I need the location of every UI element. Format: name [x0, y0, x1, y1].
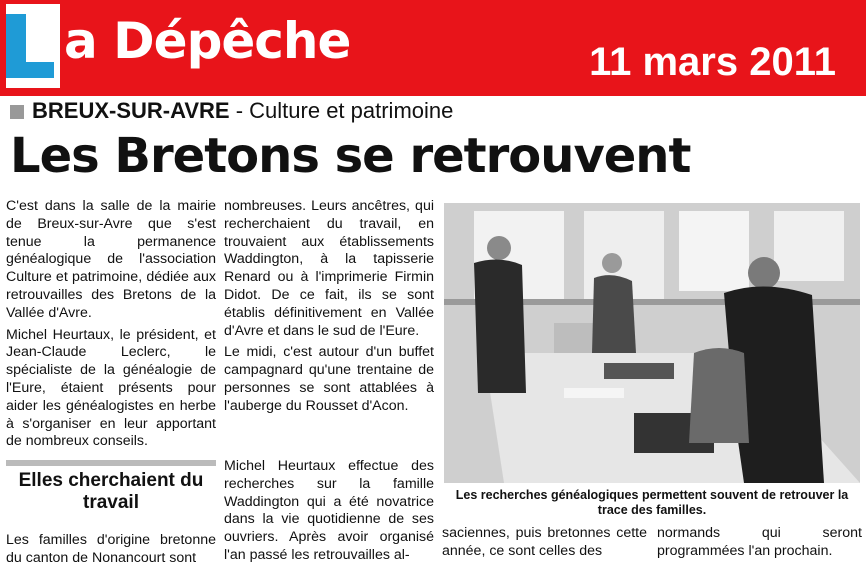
column-1 [6, 198, 216, 455]
paragraph-2: Michel Heurtaux, le président, et Jean-Claude Leclerc, le spécialiste de la généalogie de l'Eure, étaient présents pour aider les généalogistes en herbe à s'organiser en leur apportant de nombreux conseils. [6, 326, 216, 450]
kicker-square-icon [10, 105, 24, 119]
publication-date: 11 mars 2011 [589, 40, 836, 84]
column-4 [657, 525, 862, 565]
paragraph-7: saciennes, puis bretonnes cette année, ce sont celles des [442, 525, 647, 559]
photo-illustration [444, 203, 860, 483]
kicker-section: - Culture et patrimoine [229, 98, 454, 123]
article-kicker [10, 98, 453, 124]
photo-caption: Les recherches généalogiques permettent souvent de retrouver la trace des familles. [455, 488, 849, 517]
column-3 [442, 525, 647, 565]
article-subhead: Elles cherchaient du travail [6, 460, 216, 514]
article-headline: Les Bretons se retrouvent [10, 128, 691, 184]
paragraph-3: Les familles d'origine bretonne du canton de Nonancourt sont [6, 532, 216, 566]
column-1-bottom [6, 532, 216, 572]
column-2 [224, 198, 434, 420]
newspaper-name: a Dépêche [64, 12, 351, 70]
logo-mark [6, 4, 60, 88]
kicker-town: BREUX-SUR-AVRE [32, 98, 230, 123]
column-2-bottom [224, 458, 434, 569]
paragraph-6: Michel Heurtaux effectue des recherches sur la famille Waddington qui a été novatrice dans la vie quotidienne de ses ouvriers. Après avoir organisé l'an passé les retrouvailles al- [224, 458, 434, 563]
paragraph-1: C'est dans la salle de la mairie de Breux-sur-Avre que s'est tenue la permanence généalogique de l'association Culture et patrimoine, dédiée aux retrouvailles des Bretons de la Vallée d'Avre. [6, 198, 216, 321]
article-photo [444, 203, 860, 483]
paragraph-5: Le midi, c'est autour d'un buffet campagnard qu'une trentaine de personnes se sont attablées à l'auberge du Rousset d'Acon. [224, 344, 434, 414]
paragraph-4: nombreuses. Leurs ancêtres, qui recherchaient du travail, en trouvaient aux établissements Waddington, à la tapisserie Renard ou à l'imprimerie Firmin Didot. De ce fait, ils se sont établis définitivement en Vallée d'Avre et dans le sud de l'Eure. [224, 198, 434, 339]
masthead-banner [0, 0, 866, 96]
paragraph-8: normands qui seront programmées l'an prochain. [657, 525, 862, 559]
